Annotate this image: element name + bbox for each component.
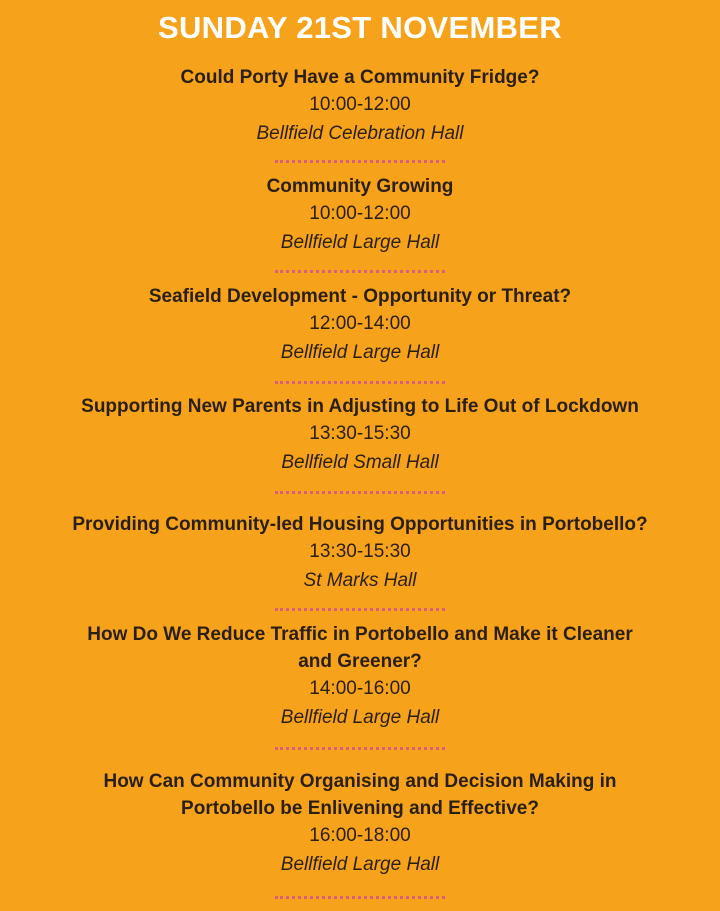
event-title: Could Porty Have a Community Fridge? [180, 67, 540, 88]
event-title-line-2: Portobello be Enlivening and Effective? [181, 798, 539, 819]
event-venue: Bellfield Large Hall [280, 342, 440, 363]
event-time: 13:30-15:30 [309, 541, 411, 562]
event-title-line-1: How Can Community Organising and Decision Making in [103, 771, 617, 792]
event-item [0, 173, 720, 257]
event-time: 16:00-18:00 [309, 825, 411, 846]
event-time: 10:00-12:00 [309, 203, 411, 224]
dotted-divider [275, 896, 445, 899]
event-venue: Bellfield Small Hall [281, 452, 439, 473]
event-time: 12:00-14:00 [309, 313, 411, 334]
dotted-divider [275, 381, 445, 384]
dotted-divider [275, 747, 445, 750]
event-title-line-2: and Greener? [298, 651, 422, 672]
dotted-divider [275, 608, 445, 611]
event-item [0, 64, 720, 148]
event-time: 10:00-12:00 [309, 94, 411, 115]
schedule-day-heading: SUNDAY 21ST NOVEMBER [158, 10, 562, 45]
event-item [0, 511, 720, 595]
event-item [0, 283, 720, 367]
event-venue: Bellfield Large Hall [280, 232, 440, 253]
event-item [0, 393, 720, 477]
event-title-line-1: How Do We Reduce Traffic in Portobello and Make it Cleaner [87, 624, 633, 645]
event-time: 13:30-15:30 [309, 423, 411, 444]
dotted-divider [275, 160, 445, 163]
event-title: Seafield Development - Opportunity or Threat? [148, 286, 572, 307]
event-venue: Bellfield Large Hall [280, 707, 440, 728]
dotted-divider [275, 491, 445, 494]
event-venue: Bellfield Celebration Hall [256, 123, 464, 144]
event-title: Community Growing [266, 176, 454, 197]
event-item [0, 621, 720, 732]
dotted-divider [275, 270, 445, 273]
event-item [0, 768, 720, 879]
event-title: Providing Community-led Housing Opportunities in Portobello? [72, 514, 648, 535]
event-venue: St Marks Hall [303, 570, 417, 591]
event-time: 14:00-16:00 [309, 678, 411, 699]
event-title: Supporting New Parents in Adjusting to Life Out of Lockdown [81, 396, 639, 417]
event-venue: Bellfield Large Hall [280, 854, 440, 875]
